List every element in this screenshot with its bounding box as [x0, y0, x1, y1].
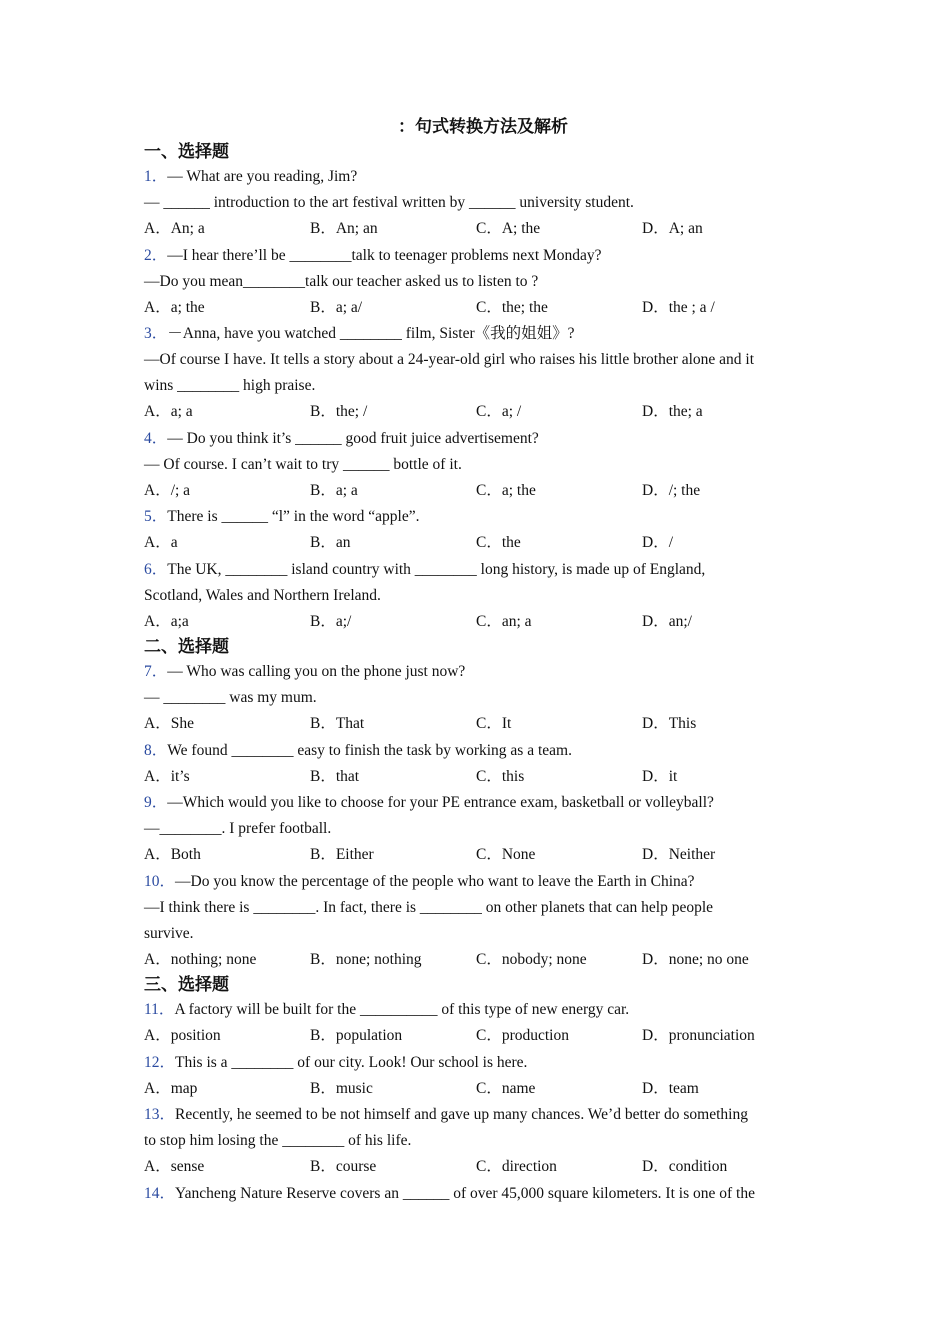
question: [144, 869, 814, 974]
answer-option[interactable]: C．A; the: [476, 220, 541, 237]
answer-option[interactable]: A．sense: [144, 1158, 205, 1175]
question: [144, 426, 814, 505]
question-text: — Of course. I can’t wait to try ______ bottle of it.: [144, 455, 462, 473]
question-text: There is ______ “l” in the word “apple”.: [167, 508, 420, 525]
question: [144, 557, 814, 636]
question-number: 3．: [144, 325, 168, 342]
question-stem: [144, 426, 814, 452]
answer-option[interactable]: D．Neither: [642, 846, 716, 863]
answer-options: [144, 1154, 814, 1181]
question: [144, 1102, 814, 1181]
answer-option[interactable]: A．position: [144, 1027, 221, 1044]
question: [144, 164, 814, 243]
question-stem: [144, 243, 814, 269]
section-heading: 二、选择题: [144, 637, 229, 656]
answer-options: [144, 947, 814, 974]
question-text: — What are you reading, Jim?: [167, 168, 358, 185]
answer-option[interactable]: D．it: [642, 767, 678, 785]
answer-option[interactable]: A．nothing; none: [144, 950, 257, 968]
question-text: —________. I prefer football.: [144, 820, 332, 837]
question-text: — ______ introduction to the art festival written by ______ university student.: [144, 194, 634, 211]
question-number: 4．: [144, 429, 168, 447]
question-text: —I hear there’ll be ________talk to teenager problems next Monday?: [167, 246, 602, 264]
question-stem: [144, 997, 814, 1023]
question: [144, 504, 814, 557]
answer-options: [144, 609, 814, 636]
question-stem: [144, 504, 814, 530]
answer-option[interactable]: B．a; a/: [310, 298, 363, 316]
worksheet-page: [144, 114, 814, 1207]
question-stem: [144, 1181, 814, 1207]
question-line: [144, 685, 814, 711]
answer-option[interactable]: B．a; a: [310, 481, 358, 499]
answer-option[interactable]: C．production: [476, 1027, 569, 1044]
question-text: The UK, ________ island country with ________ long history, is made up of England,: [167, 560, 706, 578]
answer-option[interactable]: D．A; an: [642, 220, 703, 237]
answer-option[interactable]: A．it’s: [144, 767, 190, 785]
answer-option[interactable]: D．/: [642, 534, 674, 551]
question: [144, 659, 814, 738]
question-line: [144, 373, 814, 399]
answer-options: [144, 216, 814, 243]
question-line: [144, 816, 814, 842]
answer-option[interactable]: C．name: [476, 1079, 536, 1097]
answer-option[interactable]: D．condition: [642, 1158, 728, 1175]
answer-options: [144, 478, 814, 505]
answer-option[interactable]: D．This: [642, 715, 697, 732]
answer-option[interactable]: C．a; the: [476, 481, 536, 499]
question-number: 5．: [144, 508, 168, 525]
answer-option[interactable]: C．nobody; none: [476, 950, 587, 968]
question-text: —I think there is ________. In fact, there is ________ on other planets that can help people: [144, 898, 714, 916]
answer-option[interactable]: D．team: [642, 1079, 699, 1097]
question-text: —Do you mean________talk our teacher asked us to listen to ?: [144, 272, 539, 290]
question-text: Scotland, Wales and Northern Ireland.: [144, 586, 381, 604]
question-text: survive.: [144, 924, 194, 942]
answer-option[interactable]: C．an; a: [476, 612, 532, 630]
answer-option[interactable]: A．a;a: [144, 612, 189, 630]
question-stem: [144, 738, 814, 764]
question-text: to stop him losing the ________ of his life.: [144, 1132, 412, 1149]
question: [144, 1050, 814, 1103]
question-text: Recently, he seemed to be not himself and gave up many chances. We’d better do something: [175, 1106, 748, 1123]
question-line: [144, 921, 814, 947]
answer-option[interactable]: A．Both: [144, 846, 201, 863]
answer-options: [144, 842, 814, 869]
question-text: This is a ________ of our city. Look! Our school is here.: [175, 1053, 528, 1071]
question-text: —Do you know the percentage of the people who want to leave the Earth in China?: [175, 872, 695, 890]
question-stem: [144, 1050, 814, 1076]
page-title: ：句式转换方法及解析: [398, 117, 568, 136]
worksheet-content: [144, 140, 814, 1207]
question-text: A factory will be built for the __________ of this type of new energy car.: [174, 1001, 630, 1018]
section-heading: 一、选择题: [144, 142, 229, 161]
question-line: [144, 269, 814, 295]
question: [144, 321, 814, 426]
answer-option[interactable]: A．An; a: [144, 220, 205, 237]
answer-option[interactable]: C．direction: [476, 1158, 557, 1175]
question-line: [144, 347, 814, 373]
answer-option[interactable]: C．this: [476, 767, 525, 785]
answer-options: [144, 530, 814, 557]
question-text: —Which would you like to choose for your PE entrance exam, basketball or volleyball?: [167, 794, 714, 811]
section-heading: 三、选择题: [144, 975, 229, 994]
question-stem: [144, 557, 814, 583]
question-text: — ________ was my mum.: [144, 689, 317, 706]
question-stem: [144, 164, 814, 190]
question-number: 2．: [144, 246, 168, 264]
question: [144, 790, 814, 869]
answer-option[interactable]: D．an;/: [642, 612, 692, 630]
question-stem: [144, 869, 814, 895]
answer-option[interactable]: B．music: [310, 1079, 373, 1097]
question-number: 12．: [144, 1053, 176, 1071]
question-number: 8．: [144, 741, 168, 759]
question-number: 6．: [144, 560, 168, 578]
answer-option[interactable]: D．the; a: [642, 403, 703, 420]
question-number: 13．: [144, 1106, 176, 1123]
question-text: We found ________ easy to finish the task by working as a team.: [167, 741, 572, 759]
answer-option[interactable]: B．course: [310, 1158, 377, 1175]
question-line: [144, 1128, 814, 1154]
answer-option[interactable]: D．the ; a /: [642, 298, 715, 316]
question-line: [144, 895, 814, 921]
question: [144, 997, 814, 1050]
answer-option[interactable]: C．the: [476, 534, 521, 551]
answer-options: [144, 764, 814, 791]
question-number: 9．: [144, 794, 168, 811]
question-number: 10．: [144, 872, 176, 890]
answer-options: [144, 295, 814, 322]
question-stem: [144, 1102, 814, 1128]
question-text: Yancheng Nature Reserve covers an ______ of over 45,000 square kilometers. It is one of the: [175, 1184, 755, 1202]
question-text: — Do you think it’s ______ good fruit juice advertisement?: [167, 429, 539, 447]
answer-option[interactable]: B．Either: [310, 846, 374, 863]
answer-option[interactable]: D．/; the: [642, 481, 701, 499]
question-number: 14．: [144, 1184, 176, 1202]
answer-option[interactable]: C．a; /: [476, 403, 522, 420]
answer-option[interactable]: B．a;/: [310, 612, 352, 630]
answer-option[interactable]: C．None: [476, 846, 536, 863]
answer-option[interactable]: A．/; a: [144, 481, 191, 499]
answer-option[interactable]: C．the; the: [476, 298, 548, 316]
answer-option[interactable]: D．pronunciation: [642, 1027, 755, 1044]
answer-options: [144, 1023, 814, 1050]
answer-option[interactable]: A．a; a: [144, 403, 193, 420]
answer-option[interactable]: A．a; the: [144, 298, 205, 316]
question-text: — Who was calling you on the phone just now?: [167, 663, 466, 680]
answer-option[interactable]: B．none; nothing: [310, 950, 422, 968]
answer-option[interactable]: A．a: [144, 534, 178, 551]
question-line: [144, 452, 814, 478]
question-line: [144, 583, 814, 609]
answer-options: [144, 399, 814, 426]
question-text: —Of course I have. It tells a story about a 24-year-old girl who raises his little brother alone and it: [144, 351, 755, 368]
question: [144, 243, 814, 322]
question-number: 1．: [144, 168, 168, 185]
answer-option[interactable]: A．map: [144, 1079, 198, 1097]
question-number: 11．: [144, 1001, 175, 1018]
answer-option[interactable]: B．that: [310, 767, 360, 785]
question-stem: [144, 659, 814, 685]
question-text: wins ________ high praise.: [144, 377, 316, 394]
question: [144, 1181, 814, 1207]
answer-options: [144, 1076, 814, 1103]
answer-option[interactable]: B．An; an: [310, 220, 378, 237]
answer-option[interactable]: C．It: [476, 715, 512, 732]
answer-option[interactable]: B．That: [310, 715, 365, 732]
question-line: [144, 190, 814, 216]
question: [144, 738, 814, 791]
answer-option[interactable]: B．an: [310, 534, 351, 551]
question-text: －Anna, have you watched ________ film, Sister《我的姐姐》?: [167, 325, 575, 342]
question-number: 7．: [144, 663, 168, 680]
answer-option[interactable]: A．She: [144, 715, 194, 732]
answer-options: [144, 711, 814, 738]
answer-option[interactable]: B．the; /: [310, 403, 368, 420]
question-stem: [144, 321, 814, 347]
answer-option[interactable]: B．population: [310, 1027, 403, 1044]
answer-option[interactable]: D．none; no one: [642, 950, 749, 968]
question-stem: [144, 790, 814, 816]
